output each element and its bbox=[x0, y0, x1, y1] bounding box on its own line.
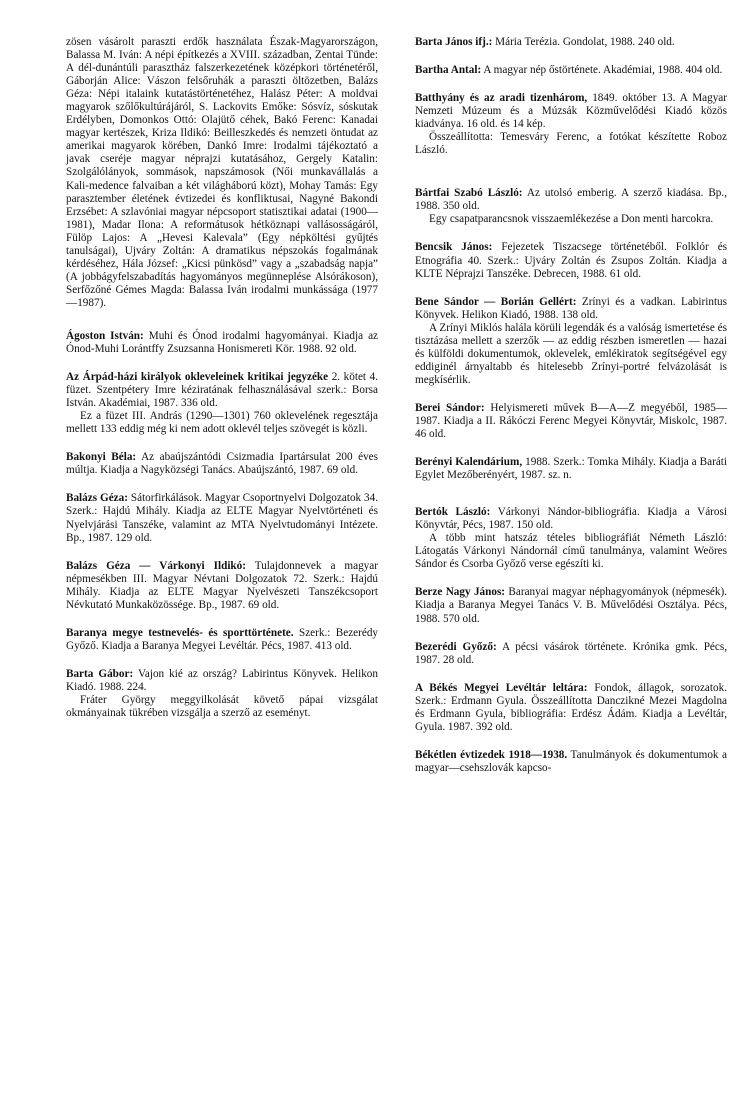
entry-heading: Balázs Géza — Várkonyi Ildikó: bbox=[66, 559, 246, 572]
entry-text: Sátorfirkálások. Magyar Csoportnyelvi Dolgozatok 34. Szerk.: Hajdú Mihály. Kiadja az ELTE Magyar Nyelvtörténeti és Nyelvjárási Tanszéke, valamint az MTA Nyelvtudományi Intézete. Bp., 1987. 129 old. bbox=[66, 492, 379, 544]
entry-heading: Az Árpád-házi királyok okleveleinek kritikai jegyzéke bbox=[66, 371, 329, 384]
bibliography-entry-bartha-antal bbox=[415, 64, 727, 77]
continuation-paragraph: zösen vásárolt paraszti erdők használata Észak-Magyarországon, Balassa M. Iván: A népi építkezés a XVIII. században, Zentai Tünde: A dél-dunántúli parasztház falszerkezetének középkori történetéről, Gáborján Alice: Vászon felsőruhák a paraszti öltözetben, Balázs Géza: Népi italaink kutatástörténetéhez, Halász Péter: A moldvai magyarok szőlőkultúrájáról, S. Lackovits Emőke: Sósvíz, sóskutak Erdélyben, Domonkos Ottó: Olajütő céhek, Bakó Ferenc: Kanadai magyar kertészek, Kriza Ildikó: Beilleszkedés és nemzeti öntudat az amerikai magyarok körében, Dankó Imre: Irodalmi tájékoztató a javak cseréje magyar néprajzi kutatásához, Gergely Katalin: Szolgálólányok, sommások, napszámosok (Női munkavállalás a Kali-medence falvaiban a két világháború közt), Mohay Tamás: Egy parasztember életének évtizedei és konfliktusai, Nagyné Bakondi Erzsébet: A szlavóniai magyar népcsoport statisztikai adatai (1900—1981), Madar Ilona: A reformátusok hétköznapi vallásosságáról, Fülöp Lajos: A „Hevesi Kalevala” (Egy népköltési gyűjtés tanulságai), Ujváry Zoltán: A dramatikus népszokás fogalmának kérdéséhez, Hála József: „Kicsi pünkösd” vagy a „szabadság napja” (A jobbágyfelszabadítás hagyományos megünneplése Alsórákoson), Serfőzőné Gémes Magda: Balassa Iván irodalmi munkássága (1977—1987). bbox=[66, 36, 378, 309]
entry-text: Mária Terézia. Gondolat, 1988. 240 old. bbox=[495, 36, 675, 48]
bibliography-entry-balazs-varkonyi bbox=[66, 560, 378, 612]
bibliography-entry-berze-nagy bbox=[415, 586, 727, 625]
entry-note: A Zrínyi Miklós halála körüli legendák és a valóság ismertetése és tisztázása mellett a szerzők — az eddig részben ismeretlen — hazai és külföldi dokumentumok, oklevelek, emlékiratok segítségével egy eddiginél árnyaltabb és hitelesebb Zrínyi-portré felvázolását is megkísérlik. bbox=[415, 321, 727, 386]
bibliography-entry-barta-janos bbox=[415, 36, 727, 49]
bibliography-entry-arpad-hazi bbox=[66, 371, 378, 436]
entry-heading: Berze Nagy János: bbox=[415, 586, 506, 599]
bibliography-entry-bene-borian bbox=[415, 296, 727, 387]
entry-text: Az utolsó emberig. A szerző kiadása. Bp., 1988. 350 old. bbox=[415, 187, 727, 213]
bibliography-entry-batthyany bbox=[415, 92, 727, 157]
entry-heading: Békétlen évtizedek 1918—1938. bbox=[415, 748, 568, 761]
entry-note: Összeállította: Temesváry Ferenc, a fotókat készítette Roboz László. bbox=[415, 131, 727, 157]
entry-text: Tulajdonnevek a magyar népmesékben III. Magyar Névtani Dolgozatok 72. Szerk.: Hajdú Mihály. Kiadja az ELTE Magyar Nyelvészeti Tanszékcsoport Névkutató Munkaközössége. Bp., 1987. 69 old. bbox=[66, 559, 378, 611]
entry-note: A több mint hatszáz tételes bibliográfiát Németh László: Látogatás Várkonyi Nándornál című tanulmánya, valamint Weöres Sándor és Csorba Győző verse egészíti ki. bbox=[415, 532, 727, 571]
entry-text: Tanulmányok és dokumentumok a magyar—csehszlovák kapcso- bbox=[415, 748, 728, 774]
entry-note: Ez a füzet III. András (1290—1301) 760 oklevelének regesztája mellett 133 eddig még ki nem adott oklevél teljes szövegét is közli. bbox=[66, 410, 378, 436]
bibliography-entry-bertok bbox=[415, 506, 727, 571]
entry-text: Zrínyi és a vadkan. Labirintus Könyvek. Helikon Kiadó, 1988. 138 old. bbox=[415, 295, 727, 321]
bibliography-entry-balazs-1 bbox=[66, 492, 378, 544]
entry-heading: Bene Sándor — Borián Gellért: bbox=[415, 295, 577, 308]
entry-heading: Barta Gábor: bbox=[66, 667, 134, 680]
entry-heading: Ágoston István: bbox=[66, 329, 144, 342]
bibliography-entry-baranya-sport bbox=[66, 627, 378, 653]
entry-heading: Bencsik János: bbox=[415, 241, 493, 254]
left-column bbox=[66, 36, 378, 735]
entry-heading: Bartha Antal: bbox=[415, 64, 482, 77]
entry-heading: Berényi Kalendárium, bbox=[415, 456, 523, 469]
entry-note: Fráter György meggyilkolását követő pápai vizsgálat okmányainak tükrében vizsgálja a szerző az eseményt. bbox=[66, 693, 378, 720]
entry-heading: A Békés Megyei Levéltár leltára: bbox=[415, 681, 588, 694]
entry-heading: Balázs Géza: bbox=[66, 492, 128, 505]
entry-text: A magyar nép őstörténete. Akadémiai, 1988. 404 old. bbox=[483, 64, 723, 77]
entry-heading: Berei Sándor: bbox=[415, 401, 485, 414]
entry-heading: Barta János ifj.: bbox=[415, 36, 493, 48]
entry-text: Muhi és Ónod irodalmi hagyományai. Kiadja az Ónod-Muhi Lorántffy Zsuzsanna Honismereti Kör. 1988. 92 old. bbox=[66, 329, 378, 356]
entry-heading: Bártfai Szabó László: bbox=[415, 187, 523, 200]
entry-text: Szerk.: Bezerédy Győző. Kiadja a Baranya Megyei Levéltár. Pécs, 1987. 413 old. bbox=[66, 626, 379, 652]
bibliography-entry-barta-gabor bbox=[66, 668, 378, 720]
bibliography-entry-bezeredi bbox=[415, 641, 727, 667]
bibliography-entry-berei bbox=[415, 402, 727, 441]
bibliography-entry-bakonyi bbox=[66, 451, 378, 477]
entry-heading: Baranya megye testnevelés- és sporttörténete. bbox=[66, 626, 294, 639]
entry-note: Egy csapatparancsnok visszaemlékezése a Don menti harcokra. bbox=[429, 213, 714, 226]
entry-text: Várkonyi Nándor-bibliográfia. Kiadja a Városi Könyvtár, Pécs, 1987. 150 old. bbox=[415, 506, 727, 532]
entry-text: Vajon kié az ország? Labirintus Könyvek. Helikon Kiadó. 1988. 224. bbox=[66, 667, 378, 693]
bibliography-entry-beketlen bbox=[415, 749, 727, 775]
bibliography-entry-berenyi bbox=[415, 456, 727, 482]
bibliography-entry-bencsik bbox=[415, 241, 727, 280]
entry-text: Baranyai magyar néphagyományok (népmesék). Kiadja a Baranya Megyei Tanács V. B. Művelődési Osztálya. Pécs, 1988. 570 old. bbox=[415, 586, 727, 625]
entry-text: 1988. Szerk.: Tomka Mihály. Kiadja a Baráti Egylet Mezőberényért, 1987. sz. n. bbox=[415, 456, 727, 482]
entry-heading: Bezerédi Győző: bbox=[415, 640, 497, 653]
right-column bbox=[415, 36, 727, 790]
entry-text: Az abaújszántódi Csizmadia Ipartársulat 200 éves múltja. Kiadja a Nagyközségi Tanács. Abaújszántó, 1987. 69 old. bbox=[66, 451, 379, 477]
entry-heading: Bakonyi Béla: bbox=[66, 451, 137, 464]
bibliography-entry-bekes-leveltar bbox=[415, 682, 727, 734]
bibliography-entry-agoston bbox=[66, 330, 378, 356]
bibliography-entry-bartfai bbox=[415, 187, 727, 226]
entry-text: 1849. október 13. A Magyar Nemzeti Múzeum és a Múzsák Közművelődési Kiadó közös kiadványa. 16 old. és 14 kép. bbox=[415, 92, 728, 131]
entry-heading: Bertók László: bbox=[415, 506, 491, 519]
entry-text: Helyismereti művek B—A—Z megyéből, 1985—1987. Kiadja a II. Rákóczi Ferenc Megyei Könyvtár, Miskolc, 1987. 46 old. bbox=[415, 401, 728, 441]
entry-heading: Batthyány és az aradi tizenhárom, bbox=[415, 92, 588, 105]
entry-text: A pécsi vásárok története. Krónika gmk. Pécs, 1987. 28 old. bbox=[415, 640, 727, 666]
entry-text: Fejezetek Tiszacsege történetéből. Folklór és Etnográfia 40. Szerk.: Ujváry Zoltán és Zsupos Zoltán. Kiadja a KLTE Néprajzi Tanszéke. Debrecen, 1988. 61 old. bbox=[415, 241, 728, 280]
entry-text: 2. kötet 4. füzet. Szentpétery Imre kéziratának felhasználásával szerk.: Borsa István. Akadémiai, 1987. 336 old. bbox=[66, 371, 379, 410]
entry-text: Fondok, állagok, sorozatok. Szerk.: Erdmann Gyula. Összeállította Danczikné Mezei Magdolna és Erdmann Gyula, bibliográfia: Erdész Ádám. Kiadja a Levéltár, Gyula. 1987. 392 old. bbox=[415, 681, 727, 733]
